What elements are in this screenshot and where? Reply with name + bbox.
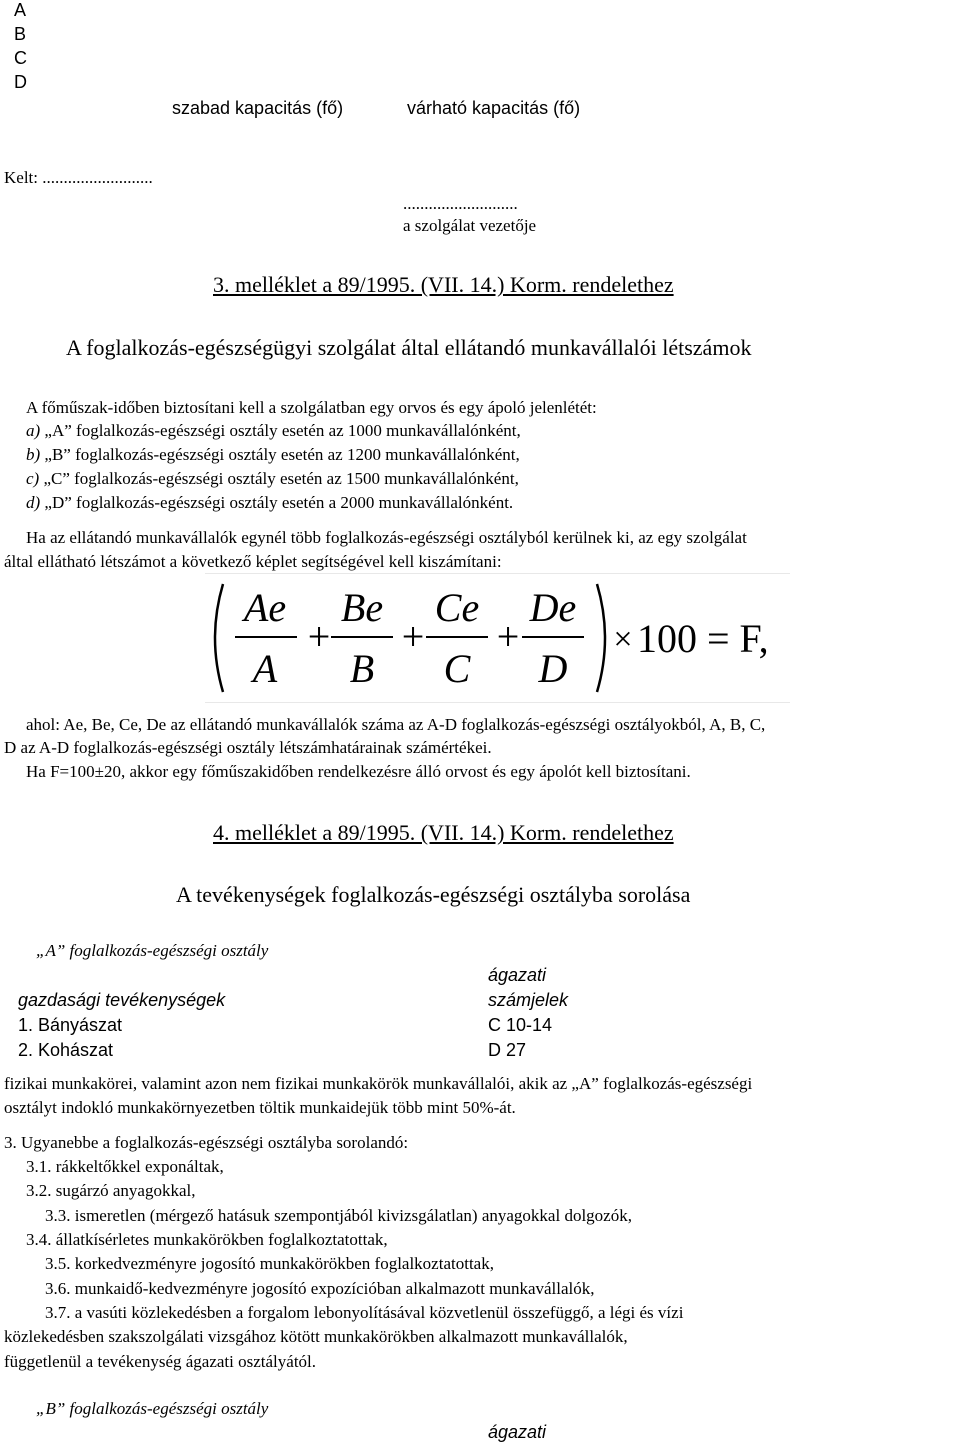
annex3-title: A foglalkozás-egészségügyi szolgálat által ellátandó munkavállalói létszámok [66,335,752,360]
item-text: „D” foglalkozás-egészségi osztály esetén a 2000 munkavállalónként. [44,493,514,512]
annex3-para2-line1: ahol: Ae, Be, Ce, De az ellátandó munkavállalók száma az A-D foglalkozás-egészségi osztályokból, A, B, C, [26,715,766,734]
class-b-col-header-right-1: ágazati [488,1422,547,1442]
frac-num-ae: Ae [243,585,287,630]
class-a-row-1-code: C 10-14 [488,1015,553,1035]
times-sign: × [613,621,633,658]
class-a-col-header-left: gazdasági tevékenységek [18,990,226,1010]
free-capacity-label: szabad kapacitás (fő) [172,98,344,118]
plus-1: + [307,614,331,659]
kelt-line: Kelt: .......................... [4,168,153,187]
plus-3: + [496,614,520,659]
class-a-list-cont-1: közlekedésben szakszolgálati vizsgához kötött munkakörökben alkalmazott munkavállalók, [4,1327,628,1346]
item-text: „C” foglalkozás-egészségi osztály esetén az 1500 munkavállalónként, [43,469,519,488]
class-a-col-header-right-1: ágazati [488,965,547,985]
expected-capacity-label: várható kapacitás (fő) [407,98,581,118]
formula-tail: 100 = F, [637,616,769,661]
class-a-row-2-name: 2. Kohászat [18,1040,114,1060]
frac-num-be: Be [340,585,384,630]
annex3-item-c [26,469,519,489]
letter-a: A [14,0,27,20]
item-marker: c) [26,469,40,488]
item-marker: a) [26,421,41,440]
annex3-item-a [26,421,521,441]
class-a-heading: „A” foglalkozás-egészségi osztály [36,941,269,960]
frac-den-d: D [538,646,568,691]
annex3-para2-line2: D az A-D foglalkozás-egészségi osztály létszámhatárainak számértékei. [4,738,492,757]
class-a-list-item-6: 3.6. munkaidő-kedvezményre jogosító expozícióban alkalmazott munkavállalók, [45,1279,595,1298]
class-a-list-item-5: 3.5. korkedvezményre jogosító munkakörökben foglalkoztatottak, [45,1254,494,1273]
letter-b: B [14,24,27,44]
class-a-desc-line1: fizikai munkakörei, valamint azon nem fizikai munkakörök munkavállalói, akik az „A” foglalkozás-egészségi [4,1074,753,1093]
annex3-item-d [26,493,513,513]
class-a-list-item-4: 3.4. állatkísérletes munkakörökben foglalkoztatottak, [26,1230,388,1249]
class-b-heading: „B” foglalkozás-egészségi osztály [36,1399,269,1418]
annex3-intro: A főműszak-időben biztosítani kell a szolgálatban egy orvos és egy ápoló jelenlétét: [26,398,597,417]
frac-den-c: C [443,646,471,691]
annex4-title: A tevékenységek foglalkozás-egészségi osztályba sorolása [176,882,691,907]
frac-num-ce: Ce [434,585,480,630]
class-a-col-header-right-2: számjelek [488,990,569,1010]
right-paren [597,584,605,692]
item-text: „A” foglalkozás-egészségi osztály esetén az 1000 munkavállalónként, [44,421,521,440]
item-marker: d) [26,493,41,512]
letter-c: C [14,48,27,68]
item-marker: b) [26,445,41,464]
item-text: „B” foglalkozás-egészségi osztály esetén az 1200 munkavállalónként, [44,445,520,464]
frac-den-b: B [349,646,375,691]
annex3-para3: Ha F=100±20, akkor egy főműszakidőben rendelkezésre álló orvost és egy ápolót kell biztosítani. [26,762,691,781]
class-a-row-1-name: 1. Bányászat [18,1015,123,1035]
letter-d: D [14,72,27,92]
annex3-para1-line2: által ellátható létszámot a következő képlet segítségével kell kiszámítani: [4,552,502,571]
class-a-desc-line2: osztályt indokló munkakörnyezetben töltik munkaidejük több mint 50%-át. [4,1098,516,1117]
signature-role: a szolgálat vezetője [403,216,537,235]
annex3-para1-line1: Ha az ellátandó munkavállalók egynél több foglalkozás-egészségi osztályból kerülnek ki, az egy szolgálat [26,528,747,547]
signature-dots: ........................... [403,194,518,213]
class-a-list-item-1: 3.1. rákkeltőkkel exponáltak, [26,1157,224,1176]
plus-2: + [401,614,425,659]
class-a-list-cont-2: függetlenül a tevékenység ágazati osztályától. [4,1352,317,1371]
class-a-list-item-2: 3.2. sugárzó anyagokkal, [26,1181,196,1200]
formula-svg [205,574,790,702]
class-a-list-item-7: 3.7. a vasúti közlekedésben a forgalom lebonyolításával közvetlenül összefüggő, a légi és vízi [45,1303,684,1322]
annex3-heading: 3. melléklet a 89/1995. (VII. 14.) Korm. rendelethez [213,272,674,297]
class-a-list-item-3: 3.3. ismeretlen (mérgező hatásuk szempontjából kivizsgálatlan) anyagokkal dolgozók, [45,1206,632,1225]
class-a-row-2-code: D 27 [488,1040,527,1060]
class-a-list-heading: 3. Ugyanebbe a foglalkozás-egészségi osztályba sorolandó: [4,1133,409,1152]
frac-den-a: A [252,646,278,691]
capacity-formula [205,573,790,703]
left-paren [215,584,223,692]
frac-num-de: De [529,585,577,630]
annex4-heading: 4. melléklet a 89/1995. (VII. 14.) Korm. rendelethez [213,820,674,845]
annex3-item-b [26,445,520,465]
